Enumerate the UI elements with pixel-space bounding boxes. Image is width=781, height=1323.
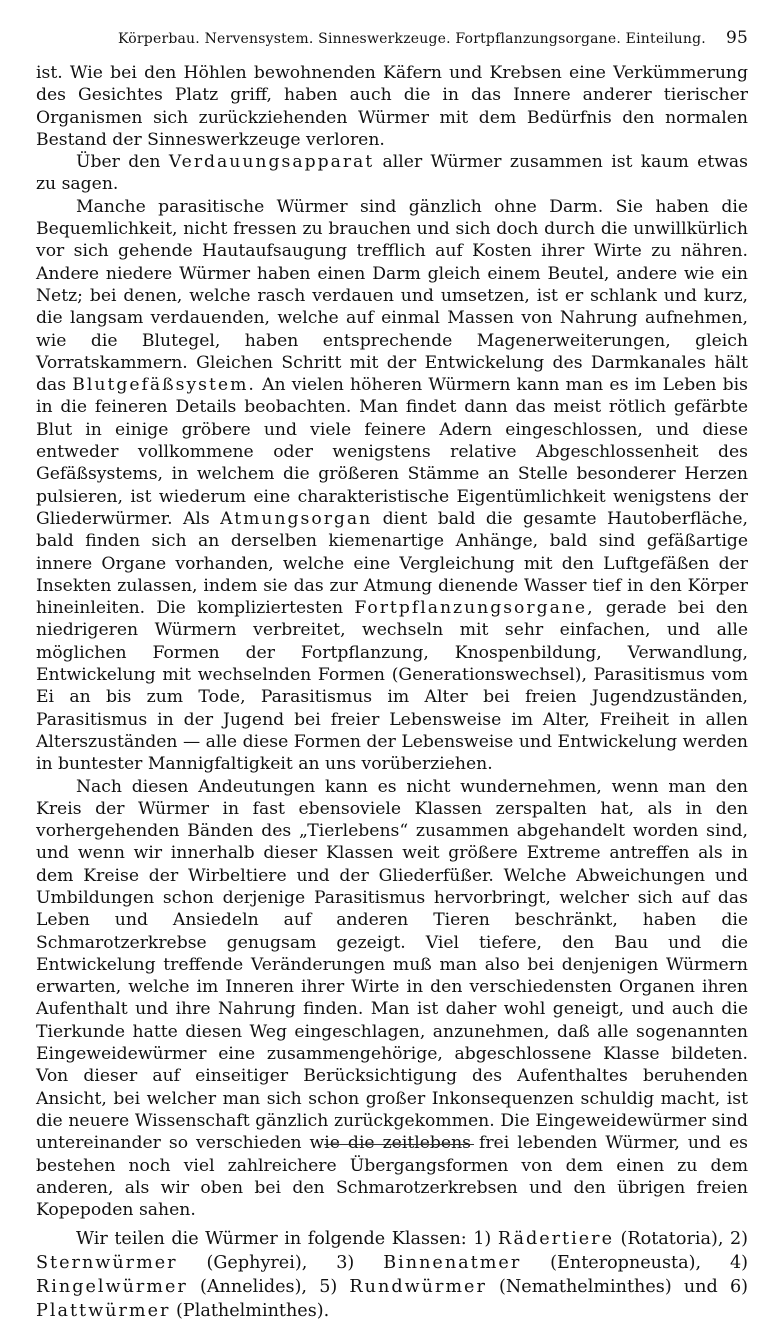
class-name: Rundwürmer: [349, 1277, 487, 1298]
class-item: [473, 1229, 730, 1249]
class-number: 1): [473, 1229, 492, 1250]
class-separator: [307, 1253, 336, 1273]
paragraph-text: dient bald die gesamte Hautoberfläche, bald finden sich an derselben kiemenartige Anhänge, bald sind gefäßartige innere Organe vorhanden, welche eine Vergleichung mit den Luftgefäßen der Insekten zulassen, indem sie das zur Atmung dienende Wasser tief in den Körper hineinleiten. Die kompliziertesten: [36, 508, 748, 619]
paragraph-text: Wir teilen die Würmer in folgende Klassen:: [76, 1229, 474, 1250]
class-separator: und: [671, 1277, 730, 1298]
class-separator: [307, 1277, 319, 1297]
class-name: Binnenatmer: [383, 1253, 522, 1274]
paragraph-text: Nach diesen Andeutungen kann es nicht wundernehmen, wenn man den Kreis der Würmer in fast ebensoviele Klassen zerspalten hat, als in den vorhergehenden Bänden des „Tierlebens“ zusammen abgehandelt worden sind, und wenn wir innerhalb dieser Klassen weit größere Extreme antreffen als in dem Kreise der Wirbeltiere und der Gliederfüßer. Welche Abweichungen und Umbildungen schon derjenige Parasitismus hervorbringt, welcher sich auf das Leben und Ansiedeln auf anderen Tieren beschränkt, haben die Schmarotzerkrebse genugsam gezeigt. Viel tiefere, den Bau und die Entwickelung treffende Veränderungen muß man also bei denjenigen Würmern erwarten, welche im Inneren ihrer Wirte in den verschiedensten Organen ihren Aufenthalt und ihre Nahrung finden. Man ist daher wohl geneigt, und auch die Tierkunde hatte diesen Weg eingeschlagen, anzunehmen, daß alle sogenannten Eingeweidewürmer eine zusammengehörige, abgeschlossene Klasse bildeten. Von dieser auf einseitiger Berücksichtigung des Aufenthaltes beruhenden Ansicht, bei welcher man sich schon großer Inkonsequenzen schuldig macht, ist die neuere Wissenschaft gänzlich zurückgekommen. Die Eingeweidewürmer sind untereinander so verschieden wie die zeitlebens frei lebenden Würmer, und es bestehen noch viel zahlreichere Übergangsformen von dem einen zu dem anderen, als wir oben bei den Schmarotzerkrebsen und den übrigen freien Kopepoden sahen.: [36, 776, 748, 1221]
term-reproductive-organs: Fortpflanzungsorgane,: [354, 598, 595, 619]
class-item: [336, 1253, 730, 1273]
paragraph-text: Manche parasitische Würmer sind gänzlich ohne Darm. Sie haben die Bequemlichkeit, nicht fressen zu brauchen und sich doch durch die unwillkürlich vor sich gehende Hautaufsaugung trefflich auf Kosten ihrer Wirte zu nähren. Andere niedere Würmer haben einen Darm gleich einem Beutel, andere wie ein Netz; bei denen, welche rasch verdauen und umsetzen, ist er schlank und kurz, die langsam verdauenden, welche auf einmal Massen von Nahrung aufnehmen, wie die Blutegel, haben entsprechende Magenerweiterungen, gleich Vorratskammern. Gleichen Schritt mit der Entwickelung des Darmkanales hält das: [36, 196, 748, 396]
class-latin-name: (Gephyrei),: [206, 1253, 308, 1274]
paragraph-text: gerade bei den niedrigeren Würmern verbreitet, wechseln mit sehr einfachen, und alle möglichen Formen der Fortpflanzung, Knospenbildung, Verwandlung, Entwickelung mit wechselnden Formen (Generationswechsel), Parasitismus vom Ei an bis zum Tode, Parasitismus im Alter bei freien Jugendzuständen, Parasitismus in der Jugend bei freier Lebensweise im Alter, Freiheit in allen Alterszuständen — alle diese Formen der Lebensweise und Entwickelung werden in buntester Mannigfaltigkeit an uns vorüberziehen.: [36, 598, 748, 775]
class-name: Plattwürmer: [36, 1301, 171, 1322]
paragraph-classification: [36, 776, 748, 1222]
running-head: [36, 28, 748, 58]
class-number: 6): [729, 1277, 748, 1298]
term-digestive-apparatus: Verdauungsapparat: [168, 152, 375, 173]
class-name: Sternwürmer: [36, 1253, 178, 1274]
paragraph-organ-systems: [36, 196, 748, 776]
running-head-title: Körperbau. Nervensystem. Sinneswerkzeuge. Fortpflanzungsorgane. Einteilung.: [118, 31, 706, 47]
body-text: [36, 62, 748, 1323]
paragraph-sense-organs: [36, 62, 748, 151]
paragraph-text: aller Würmer zusammen ist kaum etwas zu sagen.: [36, 152, 749, 195]
class-item: [319, 1277, 730, 1297]
class-number: 3): [336, 1253, 355, 1274]
class-separator: [701, 1253, 730, 1273]
paragraph-digestive: [36, 151, 748, 196]
page-number: 95: [725, 28, 748, 48]
paragraph-class-list: [36, 1227, 748, 1323]
class-number: 5): [319, 1277, 338, 1298]
class-latin-name: (Plathelminthes).: [176, 1301, 330, 1322]
class-number: 2): [729, 1229, 749, 1250]
class-name: Ringelwürmer: [36, 1277, 188, 1298]
class-name: Rädertiere: [497, 1229, 614, 1250]
book-page: [36, 28, 748, 1323]
class-latin-name: (Rotatoria),: [620, 1229, 724, 1250]
class-number: 4): [729, 1253, 749, 1274]
class-latin-name: (Nemathelminthes): [499, 1277, 672, 1298]
term-respiratory-organ: Atmungsorgan: [220, 508, 373, 529]
class-latin-name: (Annelides),: [199, 1277, 308, 1298]
paragraph-text: ist. Wie bei den Höhlen bewohnenden Käfern und Krebsen eine Verkümmerung des Gesichtes Platz griff, haben auch die in das Innere anderer tierischer Organismen sich zurückziehenden Würmer mit dem Bedürfnis den normalen Bestand der Sinneswerkzeuge verloren.: [36, 63, 748, 150]
class-latin-name: (Enteropneusta),: [550, 1253, 702, 1274]
closing-rule: [324, 1144, 474, 1145]
term-blood-vessel-system: Blutgefäßsystem.: [72, 375, 256, 396]
paragraph-text: Über den: [76, 152, 169, 173]
paragraph-text: An vielen höheren Würmern kann man es im Leben bis in die feineren Details beobachten. Man findet dann das meist rötlich gefärbte Blut in einige gröbere und viele feinere Adern eingeschlossen, und diese entweder vollkommene oder wenigstens relative Abgeschlossenheit des Gefäßsystems, in welchem die größeren Stämme an Stelle besonderer Herzen pulsieren, ist wiederum eine charakteristische Eigentümlichkeit wenigstens der Gliederwürmer. Als: [36, 375, 748, 529]
